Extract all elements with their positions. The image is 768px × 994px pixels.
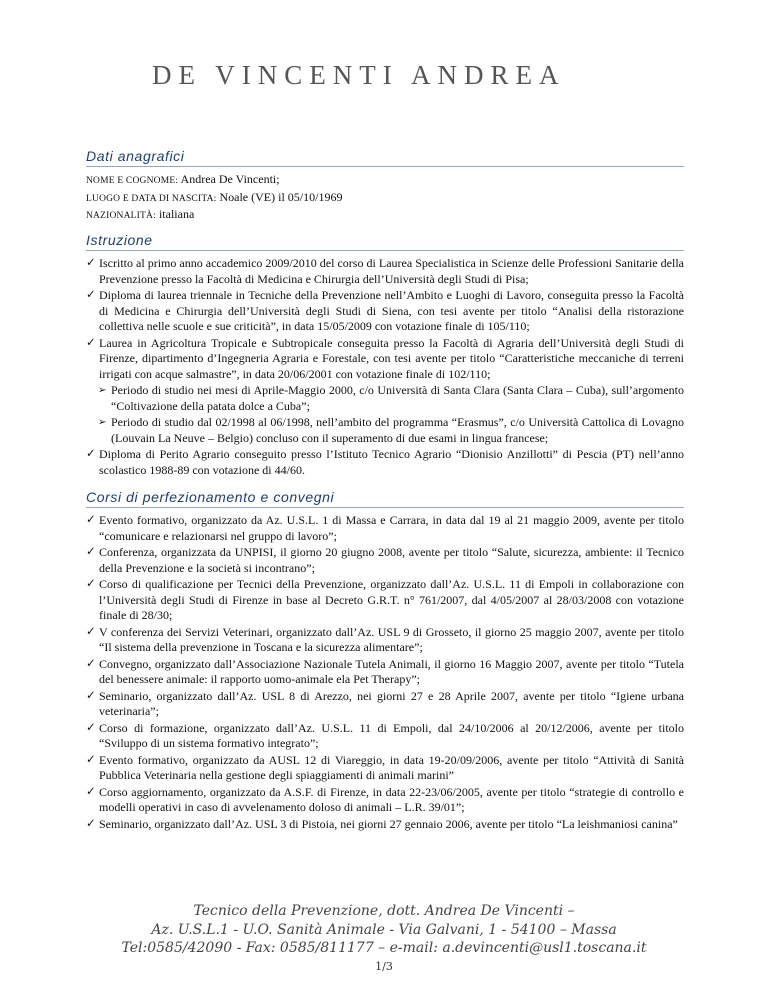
check-icon: ✓	[86, 689, 96, 702]
page-footer	[0, 902, 768, 976]
list-item: ✓ Seminario, organizzato dall’Az. USL 3 di Pistoia, nei giorni 27 gennaio 2006, avente per titolo “La leishmaniosi canina”	[86, 816, 678, 831]
check-icon: ✓	[86, 289, 96, 301]
footer-line: Az. U.S.L.1 - U.O. Sanità Animale - Via Galvani, 1 - 54100 – Massa	[151, 921, 617, 938]
page-number: 1/3	[375, 959, 393, 973]
check-icon: ✓	[86, 578, 96, 590]
list-item: ✓ Iscritto al primo anno accademico 2009/2010 del corso di Laurea Specialistica in Scienze delle Professioni Sanitarie della Prevenzione presso la Facoltà di Medicina e Chirurgia dell’Università degli Studi di Pisa;	[86, 256, 684, 286]
list-item: ✓ Diploma di laurea triennale in Tecniche della Prevenzione nell’Ambito e Luoghi di Lavoro, conseguita presso la Facoltà di Medicina e Chirurgia dell’Università degli Studi di Siena, con tesi avente per titolo “Analisi della ristorazione collettiva nelle scuole e sue criticità”, in data 15/05/2009 con votazione finale di 105/110;	[86, 288, 684, 333]
footer-line: Tecnico della Prevenzione, dott. Andrea De Vincenti –	[193, 903, 575, 919]
check-icon: ✓	[86, 785, 96, 798]
section-istruzione	[86, 232, 684, 479]
section-title: Corsi di perfezionamento e convegni	[86, 489, 684, 508]
anagrafica-row-nationality	[86, 207, 684, 225]
field-value: Andrea De Vincenti;	[178, 172, 280, 186]
anagrafica-row-name	[86, 172, 684, 190]
check-icon: ✓	[86, 546, 96, 558]
list-item: ✓ Seminario, organizzato dall’Az. USL 8 di Arezzo, nei giorni 27 e 28 Aprile 2007, avente per titolo “Igiene urbana veterinaria”;	[86, 688, 684, 718]
list-item: ✓ Conferenza, organizzata da UNPISI, il giorno 20 giugno 2008, avente per titolo “Salute, sicurezza, ambiente: il Tecnico della Prevenzione e la società si incontrano”;	[86, 545, 684, 575]
list-item: ✓ Corso aggiornamento, organizzato da A.S.F. di Firenze, in data 22-23/06/2005, avente per titolo “strategie di controllo e modelli operativi in caso di avvelenamento doloso di animali – L.R. 39/01”;	[86, 784, 684, 814]
check-icon: ✓	[86, 448, 96, 460]
field-label: NOME E COGNOME:	[86, 176, 179, 186]
field-label: NAZIONALITÀ:	[86, 211, 156, 221]
footer-contacts: Tel:0585/42090 - Fax: 0585/811177 – e-mail: a.devincenti@usl1.toscana.it	[121, 940, 647, 956]
check-icon: ✓	[86, 625, 96, 638]
check-icon: ✓	[86, 721, 96, 734]
arrow-icon: ➢	[98, 417, 107, 428]
check-icon: ✓	[86, 257, 96, 269]
section-title: Dati anagrafici	[86, 148, 684, 167]
list-item: ✓ Evento formativo, organizzato da AUSL 12 di Viareggio, in data 19-20/09/2006, avente per titolo “Attività di Sanità Pubblica Veterinaria nella gestione degli spiaggiamenti di animali marini”	[86, 752, 684, 782]
check-icon: ✓	[86, 514, 96, 526]
anagrafica-row-birth	[86, 190, 684, 208]
check-icon: ✓	[86, 817, 96, 830]
sub-list-item: ➢ Periodo di studio dal 02/1998 al 06/1998, nell’ambito del programma “Erasmus”, c/o Università Cattolica di Lovagno (Louvain La Neuve – Belgio) concluso con il superamento di due esami in lingua francese;	[98, 415, 684, 445]
list-item: ✓ Diploma di Perito Agrario conseguito presso l’Istituto Tecnico Agrario “Dionisio Anzillotti” di Pescia (PT) nell’anno scolastico 1988-89 con votazione di 44/60.	[86, 447, 684, 477]
section-dati-anagrafici	[86, 148, 684, 225]
check-icon: ✓	[86, 336, 96, 349]
field-label: LUOGO E DATA DI NASCITA:	[86, 193, 217, 204]
field-value: italiana	[155, 207, 195, 221]
list-item: ✓ Corso di qualificazione per Tecnici della Prevenzione, organizzato dall’Az. U.S.L. 11 di Empoli in collaborazione con l’Università degli Studi di Firenze in base al Decreto G.R.T. n° 761/2007, dal 4/05/2007 al 28/03/2008 con votazione finale di 28/30;	[86, 577, 684, 622]
list-item: ✓ Laurea in Agricoltura Tropicale e Subtropicale conseguita presso la Facoltà di Agraria dell’Università degli Studi di Firenze, dipartimento d’Ingegneria Agraria e Forestale, con tesi avente per titolo “Caratteristiche meccaniche di terreni irrigati con acque salmastre”, in data 20/06/2001 con votazione finale di 102/110;	[86, 335, 684, 381]
list-item: ✓ V conferenza dei Servizi Veterinari, organizzato dall’Az. USL 9 di Grosseto, il giorno 25 maggio 2007, avente per titolo “Il sistema della prevenzione in Toscana e la sicurezza alimentare”;	[86, 624, 684, 654]
section-title: Istruzione	[86, 232, 684, 251]
check-icon: ✓	[86, 753, 96, 766]
arrow-icon: ➢	[98, 385, 107, 396]
check-icon: ✓	[86, 657, 96, 670]
field-value: Noale (VE) il 05/10/1969	[216, 189, 343, 204]
section-corsi	[86, 489, 684, 833]
list-item: ✓ Evento formativo, organizzato da Az. U.S.L. 1 di Massa e Carrara, in data dal 19 al 21 maggio 2009, avente per titolo “comunicare e relazionarsi nel gruppo di lavoro”;	[86, 513, 684, 543]
list-item: ✓ Convegno, organizzato dall’Associazione Nazionale Tutela Animali, il giorno 16 Maggio 2007, avente per titolo “Tutela del benessere animale: il rapporto uomo-animale ela Pet Therapy”;	[86, 656, 684, 686]
cv-name-heading: DE VINCENTI ANDREA	[152, 60, 566, 90]
list-item: ✓ Corso di formazione, organizzato dall’Az. U.S.L. 11 di Empoli, dal 24/10/2006 al 20/12/2006, avente per titolo “Sviluppo di un sistema formativo integrato”;	[86, 720, 684, 750]
sub-list-item: ➢ Periodo di studio nei mesi di Aprile-Maggio 2000, c/o Università di Santa Clara (Santa Clara – Cuba), sull’argomento “Coltivazione della patata dolce a Cuba”;	[98, 383, 684, 413]
